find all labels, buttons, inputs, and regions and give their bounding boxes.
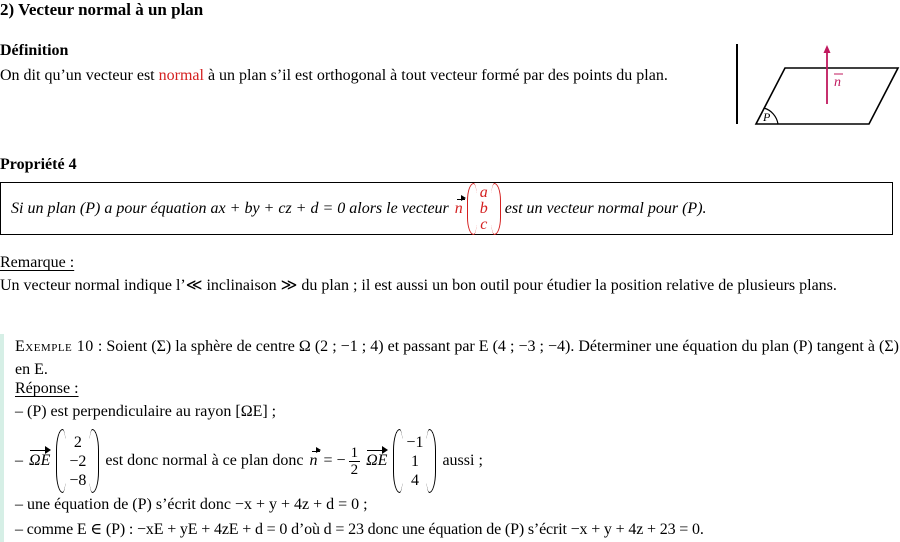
property-text-before: Si un plan (P) a pour équation ax + by + cz + d = 0 alors le vecteur (11, 199, 453, 217)
example-statement (15, 335, 899, 381)
result-component-y: 1 (410, 452, 419, 470)
answer-line-2-middle: est donc normal à ce plan donc (105, 452, 304, 469)
definition-text-before: On dit qu’un vecteur est (0, 67, 159, 84)
section-title (0, 0, 203, 20)
property-vector-name: n (454, 199, 463, 217)
answer-line-2 (15, 428, 483, 494)
result-component-x: −1 (406, 433, 424, 451)
section-title-text: Vecteur normal à un plan (18, 0, 204, 19)
answer-line-2-dash: – (15, 452, 23, 469)
answer-line-2-equals: = − (323, 452, 346, 469)
remark-text: Un vecteur normal indique l’≪ inclinaison ≫ du plan ; il est aussi un bon outil pour étudier la position relative de plusieurs plans. (0, 277, 837, 294)
definition-text (0, 64, 718, 87)
omega-e-component-y: −2 (69, 452, 87, 470)
property-component-b: b (479, 199, 488, 217)
example-statement-text: : Soient (Σ) la sphère de centre Ω (2 ; −1 ; 4) et passant par E (4 ; −3 ; −4). Déterminer une équation du plan (P) tangent à (Σ) en E. (15, 338, 899, 378)
answer-line-1: – (P) est perpendiculaire au rayon [ΩE] ; (15, 403, 277, 420)
property-box (0, 182, 893, 235)
plane-label: P (763, 110, 771, 124)
property-text-after: est un vecteur normal pour (P). (500, 199, 707, 217)
answer-line-4: – comme E ∈ (P) : −xE + yE + 4zE + d = 0 d’où d = 23 donc une équation de (P) s’écrit −x + y + 4z + 23 = 0. (15, 521, 704, 538)
figure-divider (736, 44, 738, 124)
result-vector-matrix (393, 429, 436, 493)
property-statement (11, 183, 707, 234)
omega-e-component-x: 2 (73, 433, 82, 451)
fraction-numerator: 1 (350, 444, 359, 461)
one-half-fraction (349, 445, 361, 478)
definition-heading: Définition (0, 42, 69, 59)
normal-vector-arrowhead (824, 45, 831, 53)
vector-omega-e: ΩE (29, 452, 51, 469)
property-component-c: c (480, 215, 488, 233)
property-heading: Propriété 4 (0, 156, 77, 173)
answer-line-2-end: aussi ; (442, 452, 483, 469)
result-component-z: 4 (410, 471, 419, 489)
vector-omega-e-repeat: ΩE (366, 452, 388, 469)
property-vector-matrix (467, 183, 501, 235)
example-label: Exemple 10 (15, 338, 94, 355)
property-component-a: a (479, 183, 488, 201)
omega-e-component-z: −8 (69, 471, 87, 489)
section-number: 2) (0, 0, 15, 19)
answer-line-3: – une équation de (P) s’écrit donc −x + y + 4z + d = 0 ; (15, 496, 368, 513)
normal-plane-figure (748, 44, 900, 128)
example-side-bar (0, 334, 4, 542)
remark-heading: Remarque : (0, 254, 75, 271)
normal-label: n (834, 75, 841, 90)
definition-text-after: à un plan s’il est orthogonal à tout vecteur formé par des points du plan. (203, 67, 668, 84)
answer-heading: Réponse : (15, 380, 79, 397)
answer-n-vector: n (309, 452, 318, 469)
fraction-denominator: 2 (350, 461, 359, 478)
definition-highlight: normal (158, 67, 204, 84)
vector-omega-e-matrix (56, 429, 99, 493)
